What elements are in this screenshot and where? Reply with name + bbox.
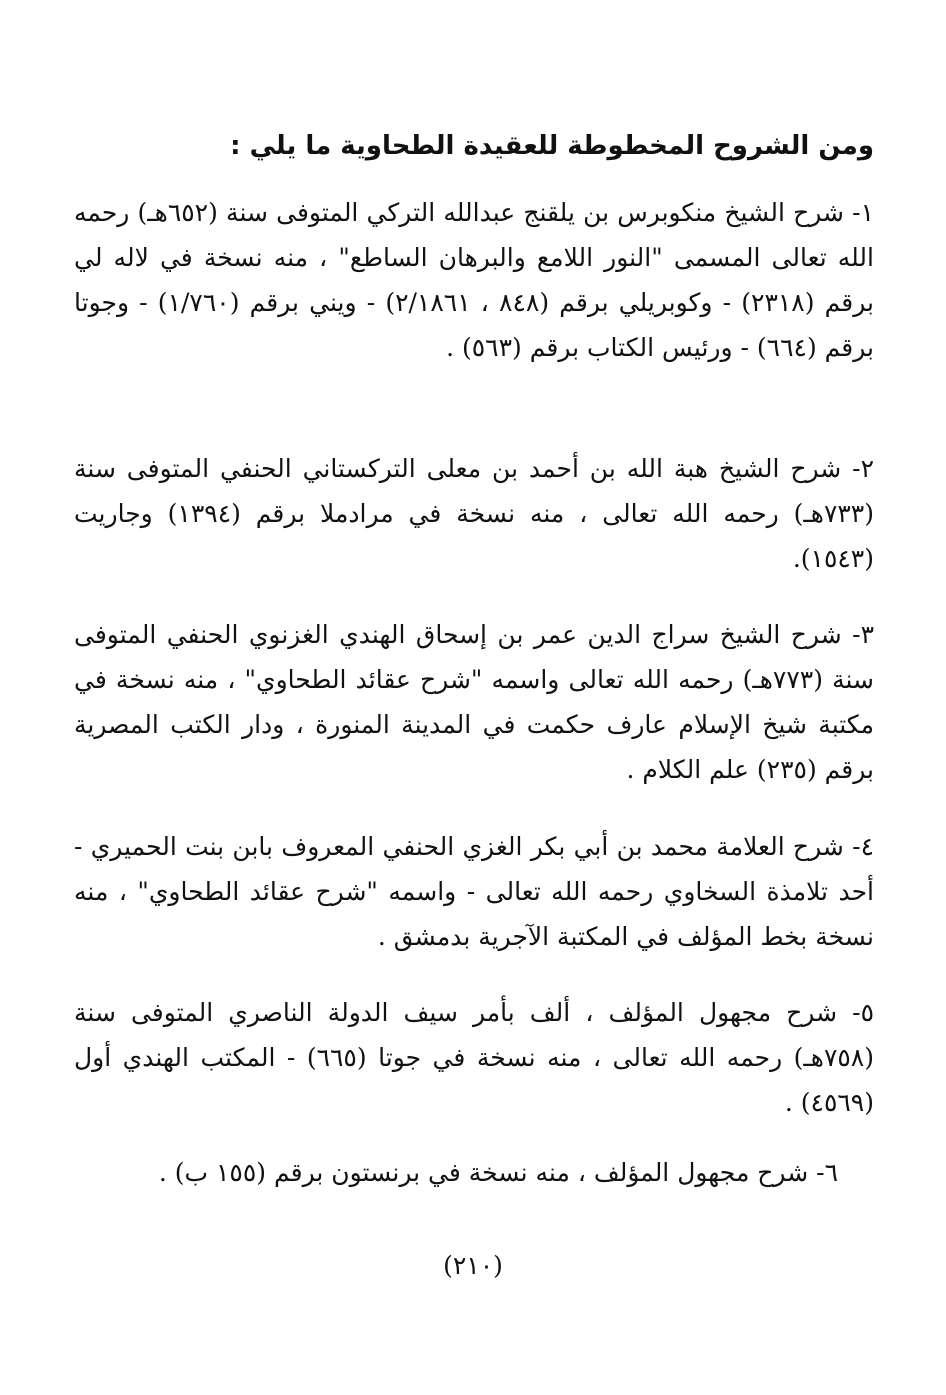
commentary-entry-3: ٣- شرح الشيخ سراج الدين عمر بن إسحاق الهندي الغزنوي الحنفي المتوفى سنة (٧٧٣هـ) رحمه الله تعالى واسمه "شرح عقائد الطحاوي" ، منه نسخة في مكتبة شيخ الإسلام عارف حكمت في المدينة المنورة ، ودار الكتب المصرية برقم (٢٣٥) علم الكلام . — [74, 620, 874, 784]
commentary-entry-6: ٦- شرح مجهول المؤلف ، منه نسخة في برنستون برقم (١٥٥ ب) . — [158, 1158, 838, 1187]
section-heading: ومن الشروح المخطوطة للعقيدة الطحاوية ما يلي : — [230, 131, 874, 161]
page-number: (٢١٠) — [443, 1251, 503, 1280]
commentary-entry-2: ٢- شرح الشيخ هبة الله بن أحمد بن معلى التركستاني الحنفي المتوفى سنة (٧٣٣هـ) رحمه الله تعالى ، منه نسخة في مرادملا برقم (١٣٩٤) وجاريت (١٥٤٣). — [74, 454, 874, 573]
commentary-entry-5: ٥- شرح مجهول المؤلف ، ألف بأمر سيف الدولة الناصري المتوفى سنة (٧٥٨هـ) رحمه الله تعالى ، منه نسخة في جوتا (٦٦٥) - المكتب الهندي أول (٤٥٦٩) . — [74, 998, 874, 1117]
commentary-entry-1: ١- شرح الشيخ منكوبرس بن يلقنج عبدالله التركي المتوفى سنة (٦٥٢هـ) رحمه الله تعالى المسمى "النور اللامع والبرهان الساطع" ، منه نسخة في لاله لي برقم (٢٣١٨) - وكوبريلي برقم (٨٤٨ ، ٢/١٨٦١) - ويني برقم (١/٧٦٠) - وجوتا برقم (٦٦٤) - ورئيس الكتاب برقم (٥٦٣) . — [74, 198, 875, 362]
commentary-entry-4: ٤- شرح العلامة محمد بن أبي بكر الغزي الحنفي المعروف بابن بنت الحميري - أحد تلامذة السخاوي رحمه الله تعالى - واسمه "شرح عقائد الطحاوي" ، منه نسخة بخط المؤلف في المكتبة الآجرية بدمشق . — [74, 832, 874, 951]
